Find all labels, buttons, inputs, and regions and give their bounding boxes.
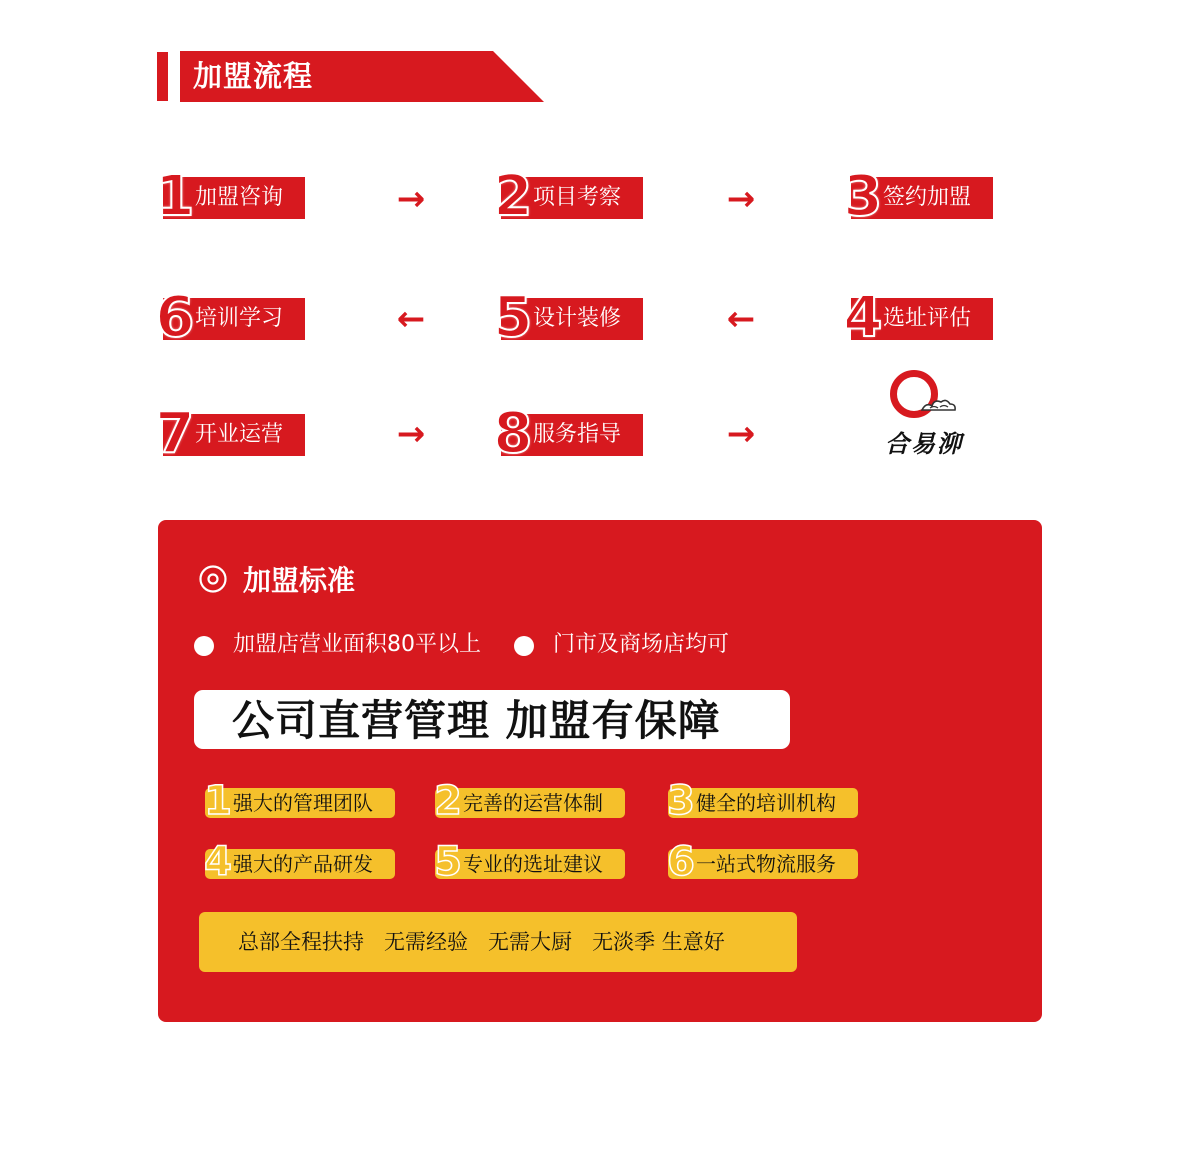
slogan-text: 公司直营管理 加盟有保障 (232, 696, 721, 745)
advantage-label: 完善的运营体制 (463, 791, 603, 815)
page-title: 加盟流程 (193, 59, 314, 93)
step-label: 服务指导 (533, 422, 622, 447)
step-5 (493, 285, 645, 350)
step-3 (843, 164, 995, 229)
requirement-text: 门市及商场店均可 (553, 632, 730, 657)
logo-text: 合易泖 (885, 429, 963, 458)
step-2 (493, 164, 645, 229)
advantage-label: 健全的培训机构 (696, 791, 836, 815)
step-label: 培训学习 (195, 306, 284, 331)
advantage-number: 3 (667, 778, 695, 824)
advantage-label: 一站式物流服务 (696, 852, 836, 876)
brand-logo (872, 368, 976, 464)
advantage-item (668, 779, 864, 825)
advantage-number: 5 (434, 839, 462, 885)
arrow-right-icon: → (726, 179, 756, 219)
advantage-number: 2 (434, 778, 462, 824)
arrow-right-icon: → (726, 414, 756, 454)
step-label: 选址评估 (883, 306, 972, 331)
cloud-icon (920, 396, 958, 416)
step-number: 4 (843, 285, 883, 350)
standard-title: 加盟标准 (243, 564, 356, 597)
step-7 (155, 401, 307, 466)
advantage-number: 6 (667, 839, 695, 885)
requirement-text: 加盟店营业面积80平以上 (233, 632, 481, 657)
advantage-number: 4 (204, 839, 232, 885)
advantage-item (205, 840, 401, 886)
advantage-number: 1 (204, 778, 232, 824)
step-number: 8 (493, 401, 533, 466)
step-6 (155, 285, 307, 350)
bullet-icon (514, 636, 534, 656)
step-8 (493, 401, 645, 466)
advantage-label: 强大的产品研发 (233, 852, 373, 876)
advantage-item (205, 779, 401, 825)
step-label: 开业运营 (195, 422, 284, 447)
step-number: 3 (843, 164, 883, 229)
advantage-item (435, 779, 631, 825)
step-label: 项目考察 (533, 185, 622, 210)
advantage-label: 专业的选址建议 (463, 852, 603, 876)
bullet-icon (194, 636, 214, 656)
step-number: 5 (493, 285, 533, 350)
arrow-right-icon: → (396, 179, 426, 219)
step-number: 2 (493, 164, 533, 229)
step-label: 签约加盟 (883, 185, 972, 210)
arrow-left-icon: ← (726, 299, 756, 339)
advantage-item (668, 840, 864, 886)
arrow-right-icon: → (396, 414, 426, 454)
arrow-left-icon: ← (396, 299, 426, 339)
step-number: 1 (155, 164, 195, 229)
header-accent-bar (157, 52, 168, 101)
step-label: 加盟咨询 (195, 185, 284, 210)
step-4 (843, 285, 995, 350)
step-1 (155, 164, 307, 229)
advantage-item (435, 840, 631, 886)
step-label: 设计装修 (533, 306, 622, 331)
advantage-label: 强大的管理团队 (233, 791, 373, 815)
step-number: 6 (155, 285, 195, 350)
target-icon (198, 564, 228, 594)
support-text: 总部全程扶持 无需经验 无需大厨 无淡季 生意好 (238, 930, 725, 954)
step-number: 7 (155, 401, 195, 466)
